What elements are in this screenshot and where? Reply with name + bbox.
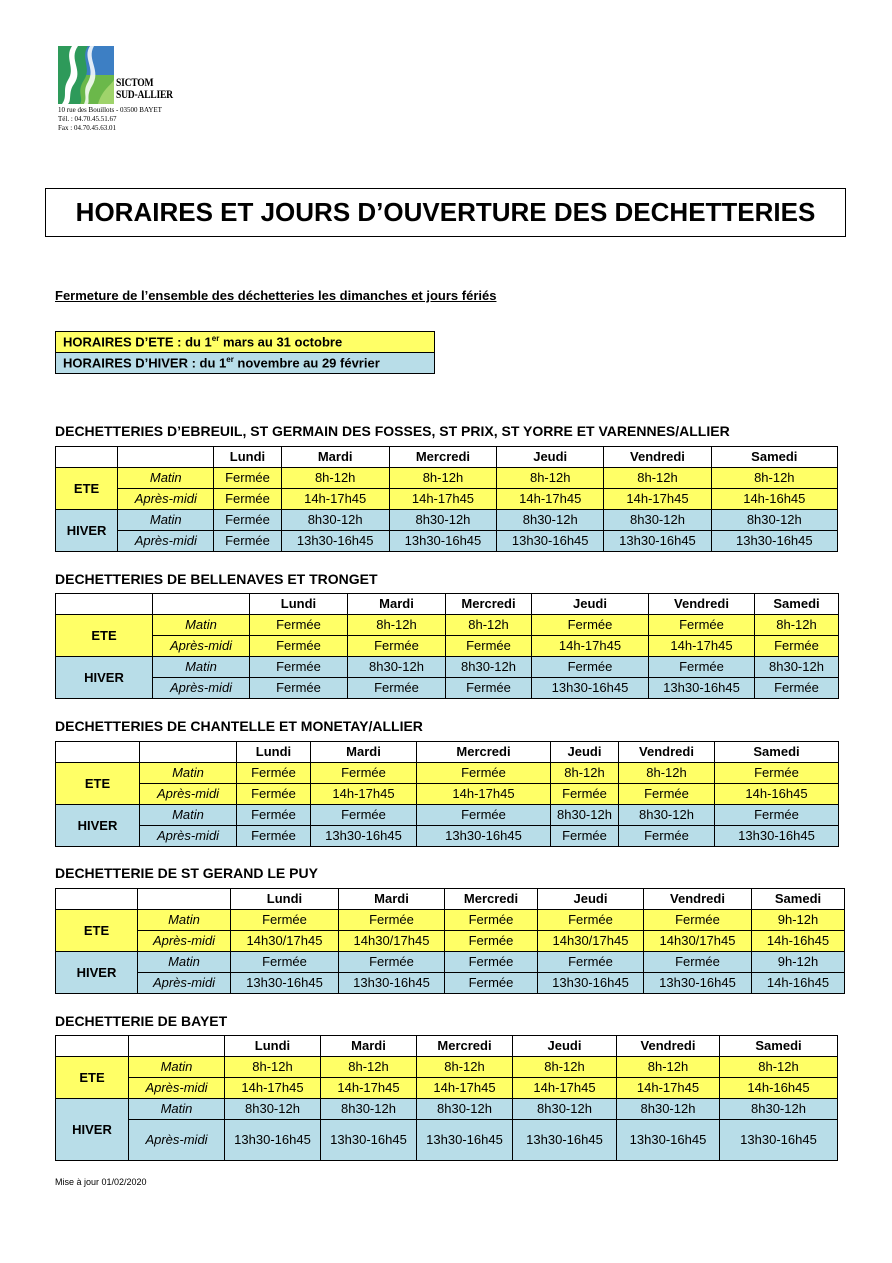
table-row bbox=[56, 910, 845, 931]
day-header: Lundi bbox=[237, 742, 311, 763]
schedule-cell: 14h-17h45 bbox=[532, 636, 649, 657]
period-label: Matin bbox=[129, 1099, 225, 1120]
schedule-cell: 8h30-12h bbox=[619, 805, 715, 826]
period-label: Après-midi bbox=[138, 931, 231, 952]
schedule-cell: 8h30-12h bbox=[551, 805, 619, 826]
schedule-cell: 13h30-16h45 bbox=[538, 973, 644, 994]
schedule-cell: Fermée bbox=[348, 636, 446, 657]
section-title: DECHETTERIE DE ST GERAND LE PUY bbox=[55, 865, 318, 881]
schedule-cell: 14h-17h45 bbox=[311, 784, 417, 805]
schedule-cell: 14h-17h45 bbox=[604, 489, 711, 510]
schedule-cell: 13h30-16h45 bbox=[321, 1120, 417, 1161]
schedule-table bbox=[55, 446, 838, 552]
org-address: 10 rue des Bouillots - 03500 BAYET bbox=[58, 106, 162, 114]
period-label: Matin bbox=[153, 657, 250, 678]
schedule-cell: 9h-12h bbox=[752, 952, 845, 973]
header-row bbox=[56, 742, 839, 763]
schedule-cell: 8h30-12h bbox=[617, 1099, 720, 1120]
schedule-cell: 13h30-16h45 bbox=[339, 973, 445, 994]
schedule-cell: 13h30-16h45 bbox=[281, 531, 389, 552]
schedule-table bbox=[55, 741, 839, 847]
closure-note: Fermeture de l’ensemble des déchetteries les dimanches et jours fériés bbox=[55, 288, 497, 303]
table-row bbox=[56, 1120, 838, 1161]
schedule-cell: Fermée bbox=[231, 952, 339, 973]
schedule-cell: 13h30-16h45 bbox=[617, 1120, 720, 1161]
day-header: Samedi bbox=[752, 889, 845, 910]
schedule-cell: Fermée bbox=[250, 615, 348, 636]
org-fax: Fax : 04.70.45.63.01 bbox=[58, 124, 116, 132]
org-tel: Tél. : 04.70.45.51.67 bbox=[58, 115, 117, 123]
day-header: Mercredi bbox=[417, 1036, 513, 1057]
day-header: Vendredi bbox=[644, 889, 752, 910]
schedule-cell: 13h30-16h45 bbox=[644, 973, 752, 994]
period-label: Matin bbox=[118, 510, 214, 531]
schedule-cell: 13h30-16h45 bbox=[649, 678, 755, 699]
update-date: Mise à jour 01/02/2020 bbox=[55, 1177, 147, 1187]
schedule-cell: 8h-12h bbox=[417, 1057, 513, 1078]
schedule-cell: Fermée bbox=[619, 826, 715, 847]
schedule-cell: 14h-16h45 bbox=[752, 973, 845, 994]
period-label: Matin bbox=[140, 805, 237, 826]
schedule-cell: Fermée bbox=[755, 678, 839, 699]
schedule-cell: Fermée bbox=[551, 826, 619, 847]
schedule-cell: 14h-17h45 bbox=[649, 636, 755, 657]
period-label: Après-midi bbox=[118, 531, 214, 552]
day-header: Samedi bbox=[720, 1036, 838, 1057]
day-header: Mardi bbox=[281, 447, 389, 468]
day-header: Mercredi bbox=[389, 447, 496, 468]
day-header: Mercredi bbox=[417, 742, 551, 763]
day-header: Lundi bbox=[250, 594, 348, 615]
schedule-cell: Fermée bbox=[551, 784, 619, 805]
schedule-cell: 8h30-12h bbox=[348, 657, 446, 678]
day-header: Mardi bbox=[348, 594, 446, 615]
schedule-cell: Fermée bbox=[446, 636, 532, 657]
schedule-cell: 8h30-12h bbox=[281, 510, 389, 531]
schedule-cell: 13h30-16h45 bbox=[497, 531, 604, 552]
period-label: Après-midi bbox=[118, 489, 214, 510]
empty-header-cell bbox=[153, 594, 250, 615]
schedule-cell: Fermée bbox=[348, 678, 446, 699]
schedule-cell: 8h-12h bbox=[348, 615, 446, 636]
day-header: Mercredi bbox=[445, 889, 538, 910]
period-label: Matin bbox=[153, 615, 250, 636]
schedule-cell: Fermée bbox=[339, 910, 445, 931]
day-header: Lundi bbox=[231, 889, 339, 910]
schedule-cell: Fermée bbox=[532, 615, 649, 636]
schedule-cell: Fermée bbox=[237, 805, 311, 826]
schedule-table bbox=[55, 888, 845, 994]
day-header: Mercredi bbox=[446, 594, 532, 615]
empty-header-cell bbox=[56, 447, 118, 468]
period-label: Matin bbox=[138, 952, 231, 973]
period-label: Matin bbox=[129, 1057, 225, 1078]
section-title: DECHETTERIES DE BELLENAVES ET TRONGET bbox=[55, 571, 378, 587]
header-row bbox=[56, 1036, 838, 1057]
period-label: Après-midi bbox=[153, 678, 250, 699]
schedule-cell: 14h-17h45 bbox=[389, 489, 496, 510]
day-header: Vendredi bbox=[619, 742, 715, 763]
org-name: SICTOM SUD-ALLIER bbox=[116, 75, 173, 101]
empty-header-cell bbox=[56, 889, 138, 910]
period-label: Après-midi bbox=[140, 826, 237, 847]
period-label: Après-midi bbox=[129, 1078, 225, 1099]
schedule-cell: Fermée bbox=[214, 510, 281, 531]
empty-header-cell bbox=[129, 1036, 225, 1057]
empty-header-cell bbox=[56, 1036, 129, 1057]
day-header: Vendredi bbox=[649, 594, 755, 615]
schedule-cell: 14h-17h45 bbox=[513, 1078, 617, 1099]
schedule-cell: 13h30-16h45 bbox=[720, 1120, 838, 1161]
schedule-cell: 8h30-12h bbox=[321, 1099, 417, 1120]
day-header: Jeudi bbox=[551, 742, 619, 763]
table-row bbox=[56, 510, 838, 531]
day-header: Vendredi bbox=[617, 1036, 720, 1057]
schedule-cell: 13h30-16h45 bbox=[604, 531, 711, 552]
header-row bbox=[56, 889, 845, 910]
header-row bbox=[56, 594, 839, 615]
schedule-cell: Fermée bbox=[231, 910, 339, 931]
schedule-cell: 13h30-16h45 bbox=[311, 826, 417, 847]
schedule-cell: 14h-17h45 bbox=[225, 1078, 321, 1099]
schedule-cell: 14h-17h45 bbox=[417, 1078, 513, 1099]
period-label: Après-midi bbox=[140, 784, 237, 805]
day-header: Mardi bbox=[311, 742, 417, 763]
schedule-cell: Fermée bbox=[649, 615, 755, 636]
schedule-cell: Fermée bbox=[214, 489, 281, 510]
schedule-cell: 8h30-12h bbox=[720, 1099, 838, 1120]
schedule-cell: 8h-12h bbox=[321, 1057, 417, 1078]
schedule-cell: Fermée bbox=[214, 468, 281, 489]
hiver-season-cell: HIVER bbox=[56, 657, 153, 699]
schedule-cell: Fermée bbox=[237, 784, 311, 805]
schedule-cell: Fermée bbox=[644, 952, 752, 973]
schedule-cell: Fermée bbox=[237, 826, 311, 847]
org-address-block bbox=[58, 106, 162, 133]
empty-header-cell bbox=[118, 447, 214, 468]
schedule-cell: Fermée bbox=[417, 763, 551, 784]
schedule-cell: Fermée bbox=[417, 805, 551, 826]
schedule-cell: 8h-12h bbox=[755, 615, 839, 636]
period-label: Après-midi bbox=[129, 1120, 225, 1161]
hiver-season-cell: HIVER bbox=[56, 1099, 129, 1161]
schedule-cell: 8h-12h bbox=[720, 1057, 838, 1078]
schedule-cell: Fermée bbox=[339, 952, 445, 973]
summer-season-label: HORAIRES D’ETE : du 1er mars au 31 octobre bbox=[56, 332, 435, 353]
schedule-cell: 14h-17h45 bbox=[497, 489, 604, 510]
schedule-cell: 13h30-16h45 bbox=[532, 678, 649, 699]
empty-header-cell bbox=[56, 742, 140, 763]
empty-header-cell bbox=[56, 594, 153, 615]
schedule-cell: 8h-12h bbox=[551, 763, 619, 784]
ete-season-cell: ETE bbox=[56, 468, 118, 510]
schedule-cell: 14h30/17h45 bbox=[538, 931, 644, 952]
schedule-cell: Fermée bbox=[649, 657, 755, 678]
table-row bbox=[56, 784, 839, 805]
schedule-cell: 14h-17h45 bbox=[281, 489, 389, 510]
schedule-cell: 8h-12h bbox=[389, 468, 496, 489]
schedule-cell: Fermée bbox=[445, 931, 538, 952]
schedule-cell: 13h30-16h45 bbox=[225, 1120, 321, 1161]
schedule-cell: Fermée bbox=[445, 910, 538, 931]
ete-season-cell: ETE bbox=[56, 763, 140, 805]
schedule-cell: 13h30-16h45 bbox=[417, 1120, 513, 1161]
schedule-cell: 14h-16h45 bbox=[720, 1078, 838, 1099]
hiver-season-cell: HIVER bbox=[56, 510, 118, 552]
table-row bbox=[56, 657, 839, 678]
table-row bbox=[56, 489, 838, 510]
schedule-table bbox=[55, 593, 839, 699]
schedule-cell: 8h30-12h bbox=[711, 510, 837, 531]
schedule-cell: 8h30-12h bbox=[755, 657, 839, 678]
empty-header-cell bbox=[140, 742, 237, 763]
table-row bbox=[56, 468, 838, 489]
schedule-cell: 13h30-16h45 bbox=[715, 826, 839, 847]
schedule-cell: 14h-16h45 bbox=[752, 931, 845, 952]
table-row bbox=[56, 826, 839, 847]
schedule-cell: 13h30-16h45 bbox=[417, 826, 551, 847]
table-row bbox=[56, 678, 839, 699]
period-label: Matin bbox=[138, 910, 231, 931]
period-label: Matin bbox=[140, 763, 237, 784]
schedule-cell: Fermée bbox=[214, 531, 281, 552]
schedule-cell: 14h30/17h45 bbox=[231, 931, 339, 952]
table-row bbox=[56, 636, 839, 657]
schedule-cell: 8h-12h bbox=[513, 1057, 617, 1078]
schedule-cell: Fermée bbox=[619, 784, 715, 805]
schedule-cell: 14h-17h45 bbox=[417, 784, 551, 805]
page-title: HORAIRES ET JOURS D’OUVERTURE DES DECHETTERIES bbox=[45, 188, 846, 237]
schedule-cell: 14h-16h45 bbox=[711, 489, 837, 510]
schedule-cell: Fermée bbox=[250, 657, 348, 678]
schedule-cell: 8h-12h bbox=[446, 615, 532, 636]
season-legend bbox=[55, 331, 435, 374]
hiver-season-cell: HIVER bbox=[56, 952, 138, 994]
day-header: Mardi bbox=[321, 1036, 417, 1057]
table-row bbox=[56, 805, 839, 826]
schedule-cell: Fermée bbox=[311, 805, 417, 826]
day-header: Jeudi bbox=[538, 889, 644, 910]
schedule-cell: 8h-12h bbox=[281, 468, 389, 489]
schedule-cell: 8h-12h bbox=[604, 468, 711, 489]
empty-header-cell bbox=[138, 889, 231, 910]
day-header: Jeudi bbox=[513, 1036, 617, 1057]
schedule-cell: 14h30/17h45 bbox=[644, 931, 752, 952]
day-header: Samedi bbox=[711, 447, 837, 468]
table-row bbox=[56, 931, 845, 952]
sictom-logo bbox=[58, 46, 178, 136]
table-row bbox=[56, 763, 839, 784]
schedule-cell: Fermée bbox=[445, 973, 538, 994]
ete-season-cell: ETE bbox=[56, 1057, 129, 1099]
schedule-cell: Fermée bbox=[250, 636, 348, 657]
schedule-cell: 8h30-12h bbox=[513, 1099, 617, 1120]
schedule-cell: Fermée bbox=[538, 952, 644, 973]
schedule-cell: Fermée bbox=[715, 763, 839, 784]
table-row bbox=[56, 973, 845, 994]
schedule-cell: Fermée bbox=[532, 657, 649, 678]
section-title: DECHETTERIES DE CHANTELLE ET MONETAY/ALLIER bbox=[55, 718, 423, 734]
winter-season-label: HORAIRES D’HIVER : du 1er novembre au 29 février bbox=[56, 353, 435, 374]
day-header: Samedi bbox=[755, 594, 839, 615]
schedule-cell: 14h30/17h45 bbox=[339, 931, 445, 952]
hiver-season-cell: HIVER bbox=[56, 805, 140, 847]
day-header: Mardi bbox=[339, 889, 445, 910]
table-row bbox=[56, 531, 838, 552]
table-row bbox=[56, 952, 845, 973]
period-label: Après-midi bbox=[138, 973, 231, 994]
schedule-cell: 8h-12h bbox=[497, 468, 604, 489]
table-row bbox=[56, 1099, 838, 1120]
day-header: Samedi bbox=[715, 742, 839, 763]
section-title: DECHETTERIES D’EBREUIL, ST GERMAIN DES FOSSES, ST PRIX, ST YORRE ET VARENNES/ALLIER bbox=[55, 423, 730, 439]
schedule-cell: 8h-12h bbox=[617, 1057, 720, 1078]
day-header: Jeudi bbox=[497, 447, 604, 468]
schedule-cell: 8h-12h bbox=[711, 468, 837, 489]
schedule-cell: Fermée bbox=[237, 763, 311, 784]
day-header: Vendredi bbox=[604, 447, 711, 468]
leaf-logo-icon bbox=[58, 46, 114, 104]
schedule-cell: 8h-12h bbox=[619, 763, 715, 784]
table-row bbox=[56, 1057, 838, 1078]
schedule-cell: Fermée bbox=[311, 763, 417, 784]
schedule-table bbox=[55, 1035, 838, 1161]
schedule-cell: 8h30-12h bbox=[225, 1099, 321, 1120]
section-title: DECHETTERIE DE BAYET bbox=[55, 1013, 228, 1029]
schedule-cell: 8h30-12h bbox=[497, 510, 604, 531]
table-row bbox=[56, 1078, 838, 1099]
schedule-cell: 8h30-12h bbox=[389, 510, 496, 531]
ete-season-cell: ETE bbox=[56, 615, 153, 657]
schedule-cell: 14h-17h45 bbox=[617, 1078, 720, 1099]
schedule-cell: 13h30-16h45 bbox=[513, 1120, 617, 1161]
table-row bbox=[56, 615, 839, 636]
schedule-cell: 13h30-16h45 bbox=[389, 531, 496, 552]
schedule-cell: Fermée bbox=[445, 952, 538, 973]
schedule-cell: Fermée bbox=[446, 678, 532, 699]
schedule-cell: 8h-12h bbox=[225, 1057, 321, 1078]
day-header: Lundi bbox=[214, 447, 281, 468]
ete-season-cell: ETE bbox=[56, 910, 138, 952]
day-header: Lundi bbox=[225, 1036, 321, 1057]
schedule-cell: 8h30-12h bbox=[417, 1099, 513, 1120]
schedule-cell: Fermée bbox=[755, 636, 839, 657]
schedule-cell: 13h30-16h45 bbox=[231, 973, 339, 994]
schedule-cell: 14h-17h45 bbox=[321, 1078, 417, 1099]
schedule-cell: Fermée bbox=[250, 678, 348, 699]
schedule-cell: 8h30-12h bbox=[604, 510, 711, 531]
period-label: Matin bbox=[118, 468, 214, 489]
period-label: Après-midi bbox=[153, 636, 250, 657]
schedule-cell: 13h30-16h45 bbox=[711, 531, 837, 552]
schedule-cell: Fermée bbox=[715, 805, 839, 826]
day-header: Jeudi bbox=[532, 594, 649, 615]
schedule-cell: 9h-12h bbox=[752, 910, 845, 931]
schedule-cell: Fermée bbox=[538, 910, 644, 931]
schedule-cell: 8h30-12h bbox=[446, 657, 532, 678]
schedule-cell: Fermée bbox=[644, 910, 752, 931]
schedule-cell: 14h-16h45 bbox=[715, 784, 839, 805]
header-row bbox=[56, 447, 838, 468]
